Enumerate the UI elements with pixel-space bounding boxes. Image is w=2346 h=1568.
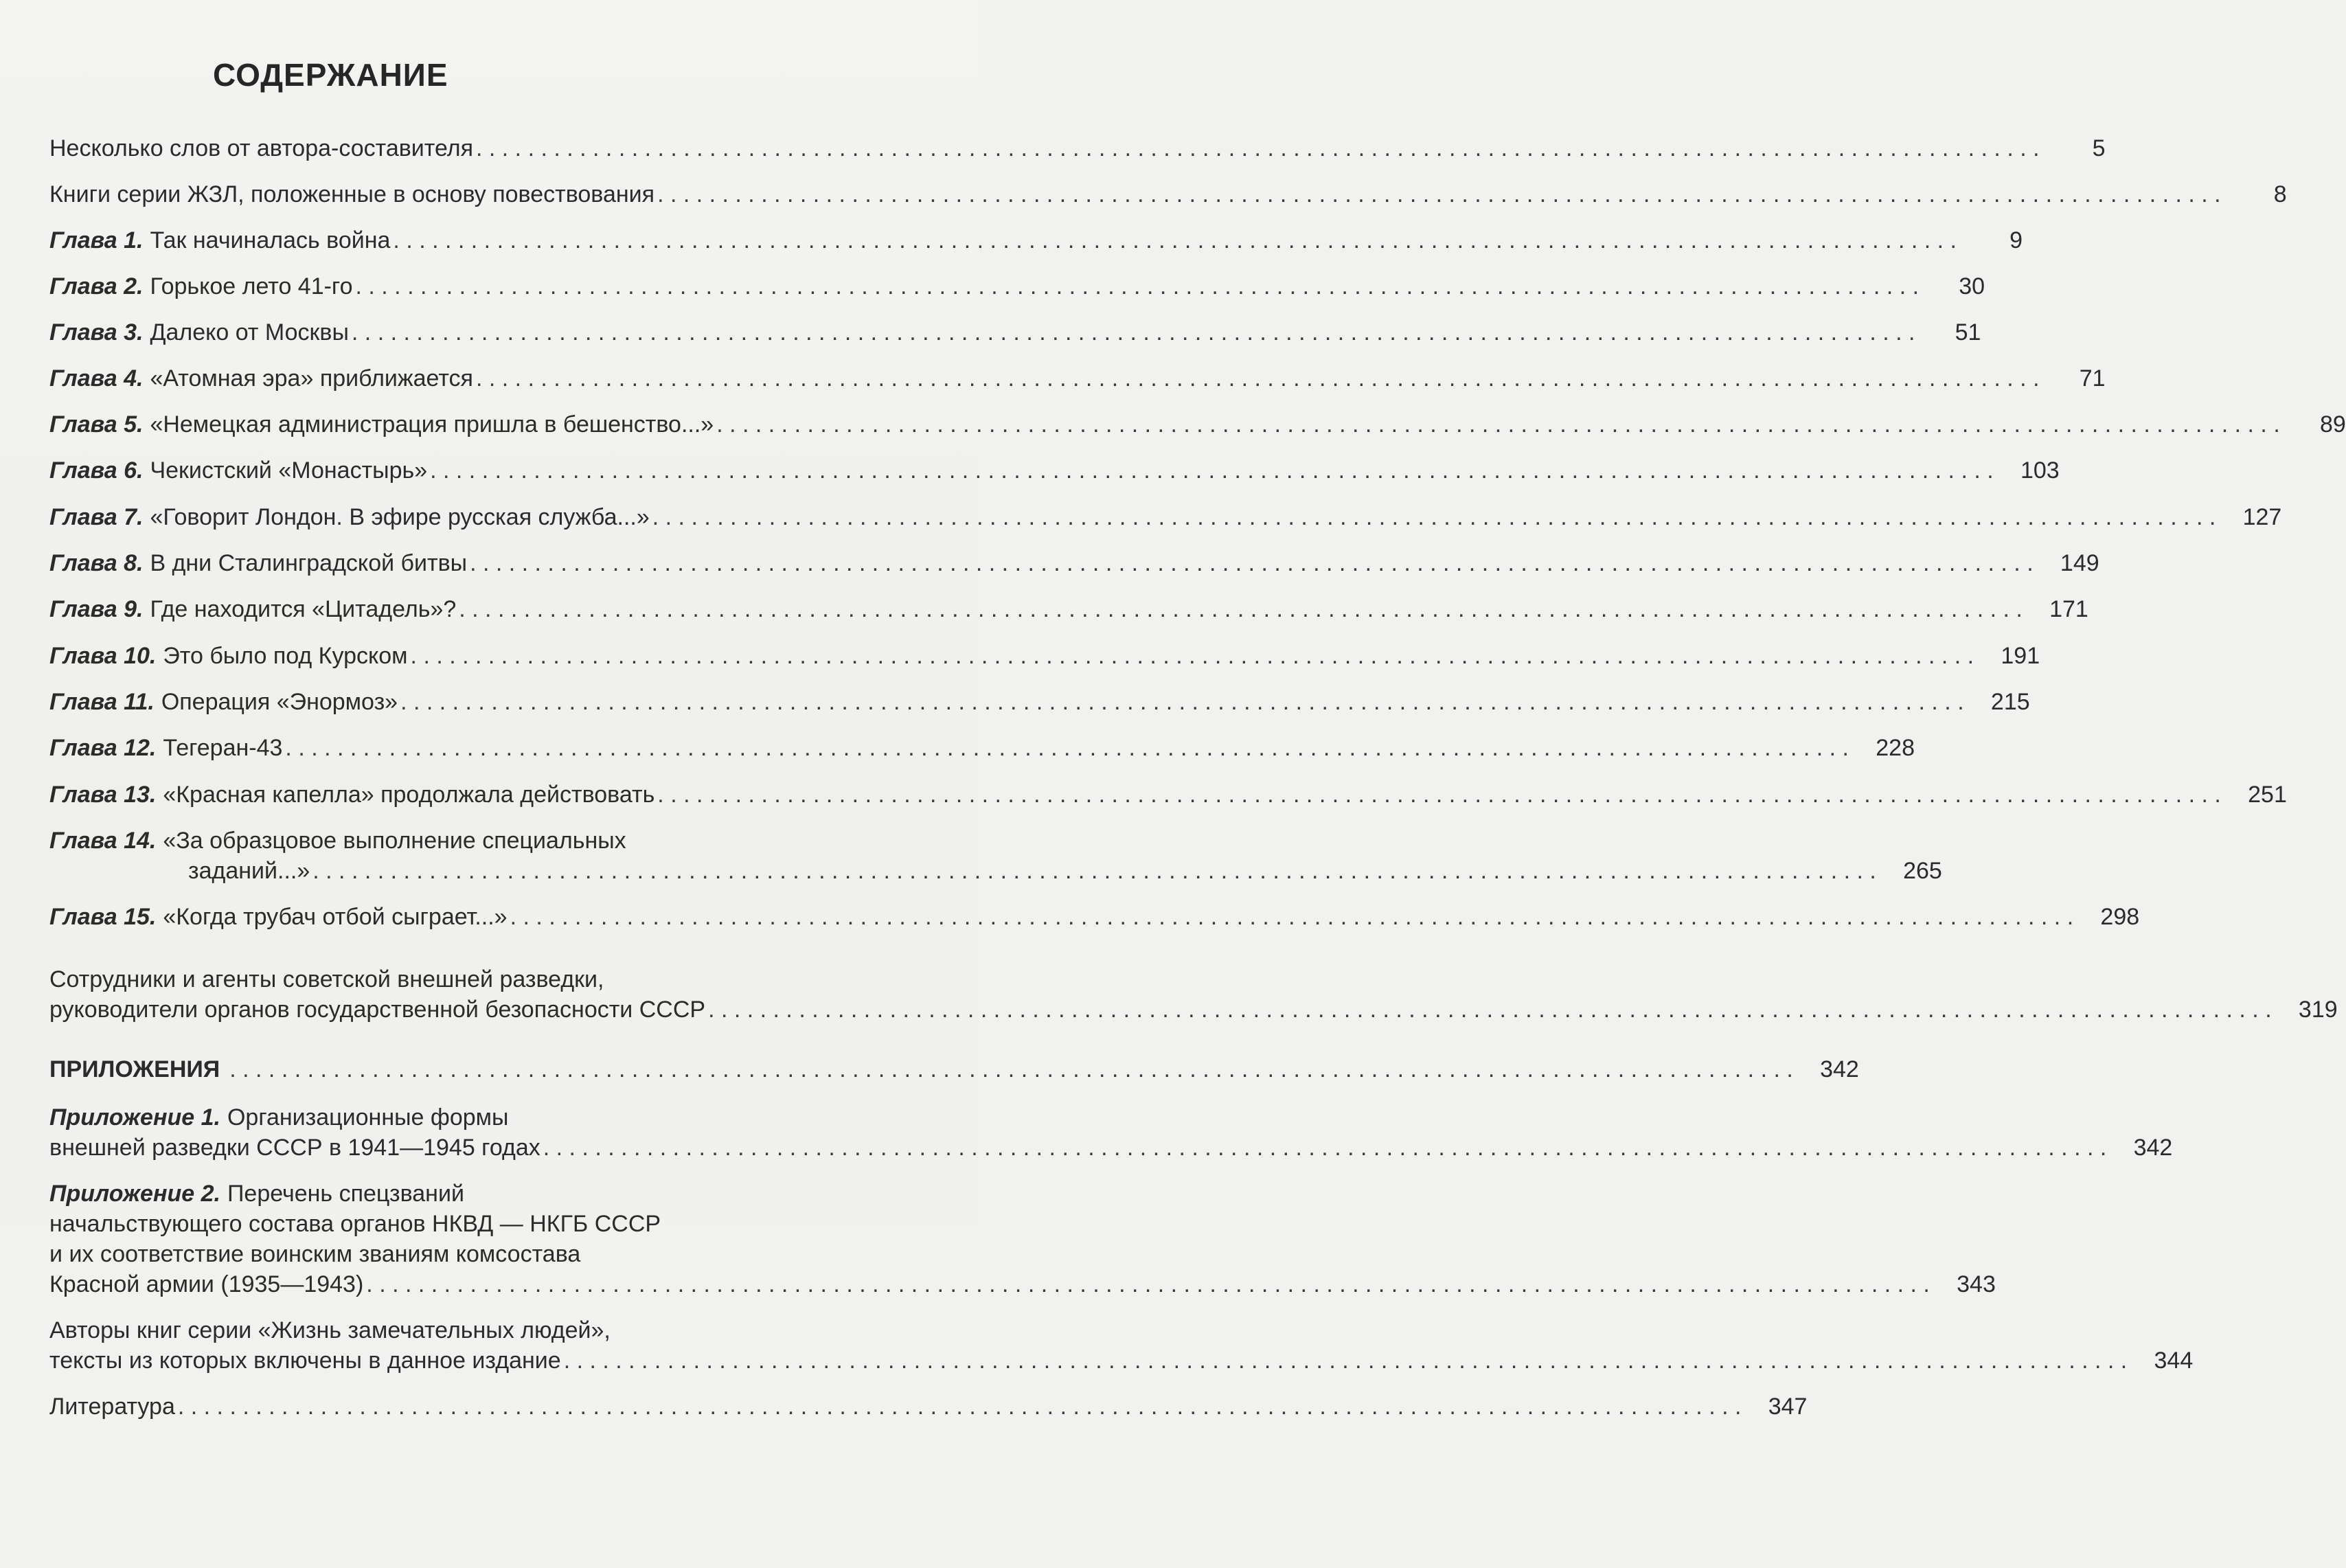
page-number: 8 [2273, 181, 2287, 207]
entry-title-line: руководители органов государственной безопасности СССР [49, 997, 706, 1023]
page-number: 228 [1876, 735, 1915, 761]
dot-leader [285, 733, 1849, 763]
page-number: 251 [2248, 782, 2287, 808]
page-number: 71 [2079, 365, 2106, 391]
dot-leader [400, 687, 1964, 717]
toc-entry [49, 455, 2060, 486]
entry-title: «Когда трубач отбой сыграет...» [163, 904, 508, 930]
toc-entry [49, 409, 2346, 440]
dot-leader [543, 1133, 2107, 1163]
toc-entry [49, 641, 2040, 671]
chapter-label: Глава 3. [49, 319, 144, 345]
chapter-label: Глава 14. [49, 828, 157, 854]
page-number: 5 [2092, 135, 2106, 161]
entry-title: Чекистский «Монастырь» [150, 457, 428, 484]
toc-entry [49, 733, 1915, 763]
entry-title: Горькое лето 41-го [150, 273, 353, 299]
page-number: 265 [1903, 858, 1942, 884]
dot-leader [652, 502, 2216, 532]
toc-entry [49, 1102, 2173, 1163]
entry-title: «Немецкая администрация пришла в бешенство...» [150, 411, 714, 438]
toc-entry [49, 363, 2106, 394]
chapter-label: Глава 10. [49, 643, 157, 669]
page-number: 342 [1820, 1056, 1859, 1082]
entry-title-line: заданий...» [188, 858, 310, 884]
dot-leader [564, 1345, 2128, 1376]
page-number: 347 [1768, 1394, 1808, 1420]
dot-leader [708, 995, 2272, 1025]
page-number: 343 [1957, 1271, 1996, 1297]
chapter-label: Глава 9. [49, 596, 144, 622]
chapter-label: Глава 8. [49, 550, 144, 576]
entry-title-line: Перечень спецзваний [227, 1181, 464, 1207]
entry-title: Книги серии ЖЗЛ, положенные в основу повествования [49, 181, 655, 207]
toc-entry [49, 133, 2106, 163]
dot-leader [178, 1391, 1742, 1422]
toc-entry [49, 594, 2088, 624]
dot-leader [312, 856, 1876, 886]
toc-entry [49, 179, 2287, 209]
dot-leader [470, 548, 2034, 578]
chapter-label: Глава 6. [49, 457, 144, 484]
page-number: 215 [1990, 689, 2030, 715]
page-number: 30 [1959, 273, 1985, 299]
entry-title: Несколько слов от автора-составителя [49, 135, 473, 161]
section-heading: ПРИЛОЖЕНИЯ [49, 1056, 220, 1082]
entry-title: Это было под Курском [163, 643, 408, 669]
page-number: 191 [2001, 643, 2040, 669]
entry-title: Операция «Энормоз» [161, 689, 398, 715]
entry-title-line: начальствующего состава органов НКВД — НКГБ СССР [49, 1211, 661, 1237]
page-number: 171 [2049, 596, 2088, 622]
chapter-label: Глава 12. [49, 735, 157, 761]
dot-leader [459, 594, 2023, 624]
toc-entry [49, 548, 2099, 578]
chapter-label: Глава 2. [49, 273, 144, 299]
dot-leader [510, 902, 2074, 932]
dot-leader [366, 1269, 1930, 1299]
entry-title: Тегеран-43 [163, 735, 283, 761]
chapter-label: Глава 1. [49, 227, 144, 253]
entry-title-line: Авторы книг серии «Жизнь замечательных людей», [49, 1317, 611, 1343]
page-number: 298 [2100, 904, 2140, 930]
page-number: 89 [2319, 411, 2346, 438]
toc-entry [49, 902, 2140, 932]
entry-title-line: и их соответствие воинским званиям комсостава [49, 1241, 581, 1267]
toc-entry [49, 1315, 2194, 1376]
toc-entry [49, 502, 2282, 532]
page-number: 51 [1955, 319, 1981, 345]
toc-entry [49, 964, 2338, 1025]
entry-title: Так начиналась война [150, 227, 391, 253]
entry-title-line: внешней разведки СССР в 1941—1945 годах [49, 1135, 540, 1161]
entry-title-line: «За образцовое выполнение специальных [163, 828, 626, 854]
page-number: 127 [2242, 504, 2282, 530]
dot-leader [229, 1054, 1793, 1084]
entry-title: Где находится «Цитадель»? [150, 596, 457, 622]
toc-entry [49, 317, 1981, 348]
entry-title-line: Сотрудники и агенты советской внешней разведки, [49, 966, 604, 992]
page-title: СОДЕРЖАНИЕ [213, 57, 448, 93]
entry-title: В дни Сталинградской битвы [150, 550, 468, 576]
page-number: 342 [2133, 1135, 2173, 1161]
entry-title-line: Красной армии (1935—1943) [49, 1271, 364, 1297]
chapter-label: Глава 4. [49, 365, 144, 391]
dot-leader [657, 780, 2221, 810]
toc-entry [49, 826, 1942, 886]
dot-leader [411, 641, 1974, 671]
entry-title-line: тексты из которых включены в данное издание [49, 1348, 561, 1374]
dot-leader [716, 409, 2280, 440]
dot-leader [356, 271, 1920, 302]
chapter-label: Глава 13. [49, 782, 157, 808]
toc-entry [49, 225, 2023, 255]
dot-leader [430, 455, 1994, 486]
dot-leader [657, 179, 2221, 209]
toc-entry [49, 780, 2287, 810]
chapter-label: Глава 5. [49, 411, 144, 438]
toc-entry [49, 1054, 1859, 1084]
appendix-label: Приложение 2. [49, 1181, 220, 1207]
entry-title: «Атомная эра» приближается [150, 365, 473, 391]
page-number: 9 [2009, 227, 2023, 253]
page-number: 319 [2298, 997, 2338, 1023]
entry-title: «Красная капелла» продолжала действовать [163, 782, 655, 808]
entry-title: Литература [49, 1394, 175, 1420]
entry-title-line: Организационные формы [227, 1104, 509, 1130]
chapter-label: Глава 7. [49, 504, 144, 530]
appendix-label: Приложение 1. [49, 1104, 220, 1130]
entry-title: Далеко от Москвы [150, 319, 349, 345]
toc-entry [49, 1179, 1996, 1299]
page-number: 103 [2020, 457, 2060, 484]
dot-leader [393, 225, 1957, 255]
chapter-label: Глава 11. [49, 689, 155, 715]
dot-leader [476, 133, 2040, 163]
dot-leader [352, 317, 1915, 348]
page-number: 344 [2154, 1348, 2194, 1374]
chapter-label: Глава 15. [49, 904, 157, 930]
toc-entry [49, 1391, 1808, 1422]
toc-entry [49, 687, 2030, 717]
entry-title: «Говорит Лондон. В эфире русская служба...» [150, 504, 650, 530]
page-number: 149 [2060, 550, 2099, 576]
dot-leader [476, 363, 2040, 394]
toc-entry [49, 271, 1985, 302]
